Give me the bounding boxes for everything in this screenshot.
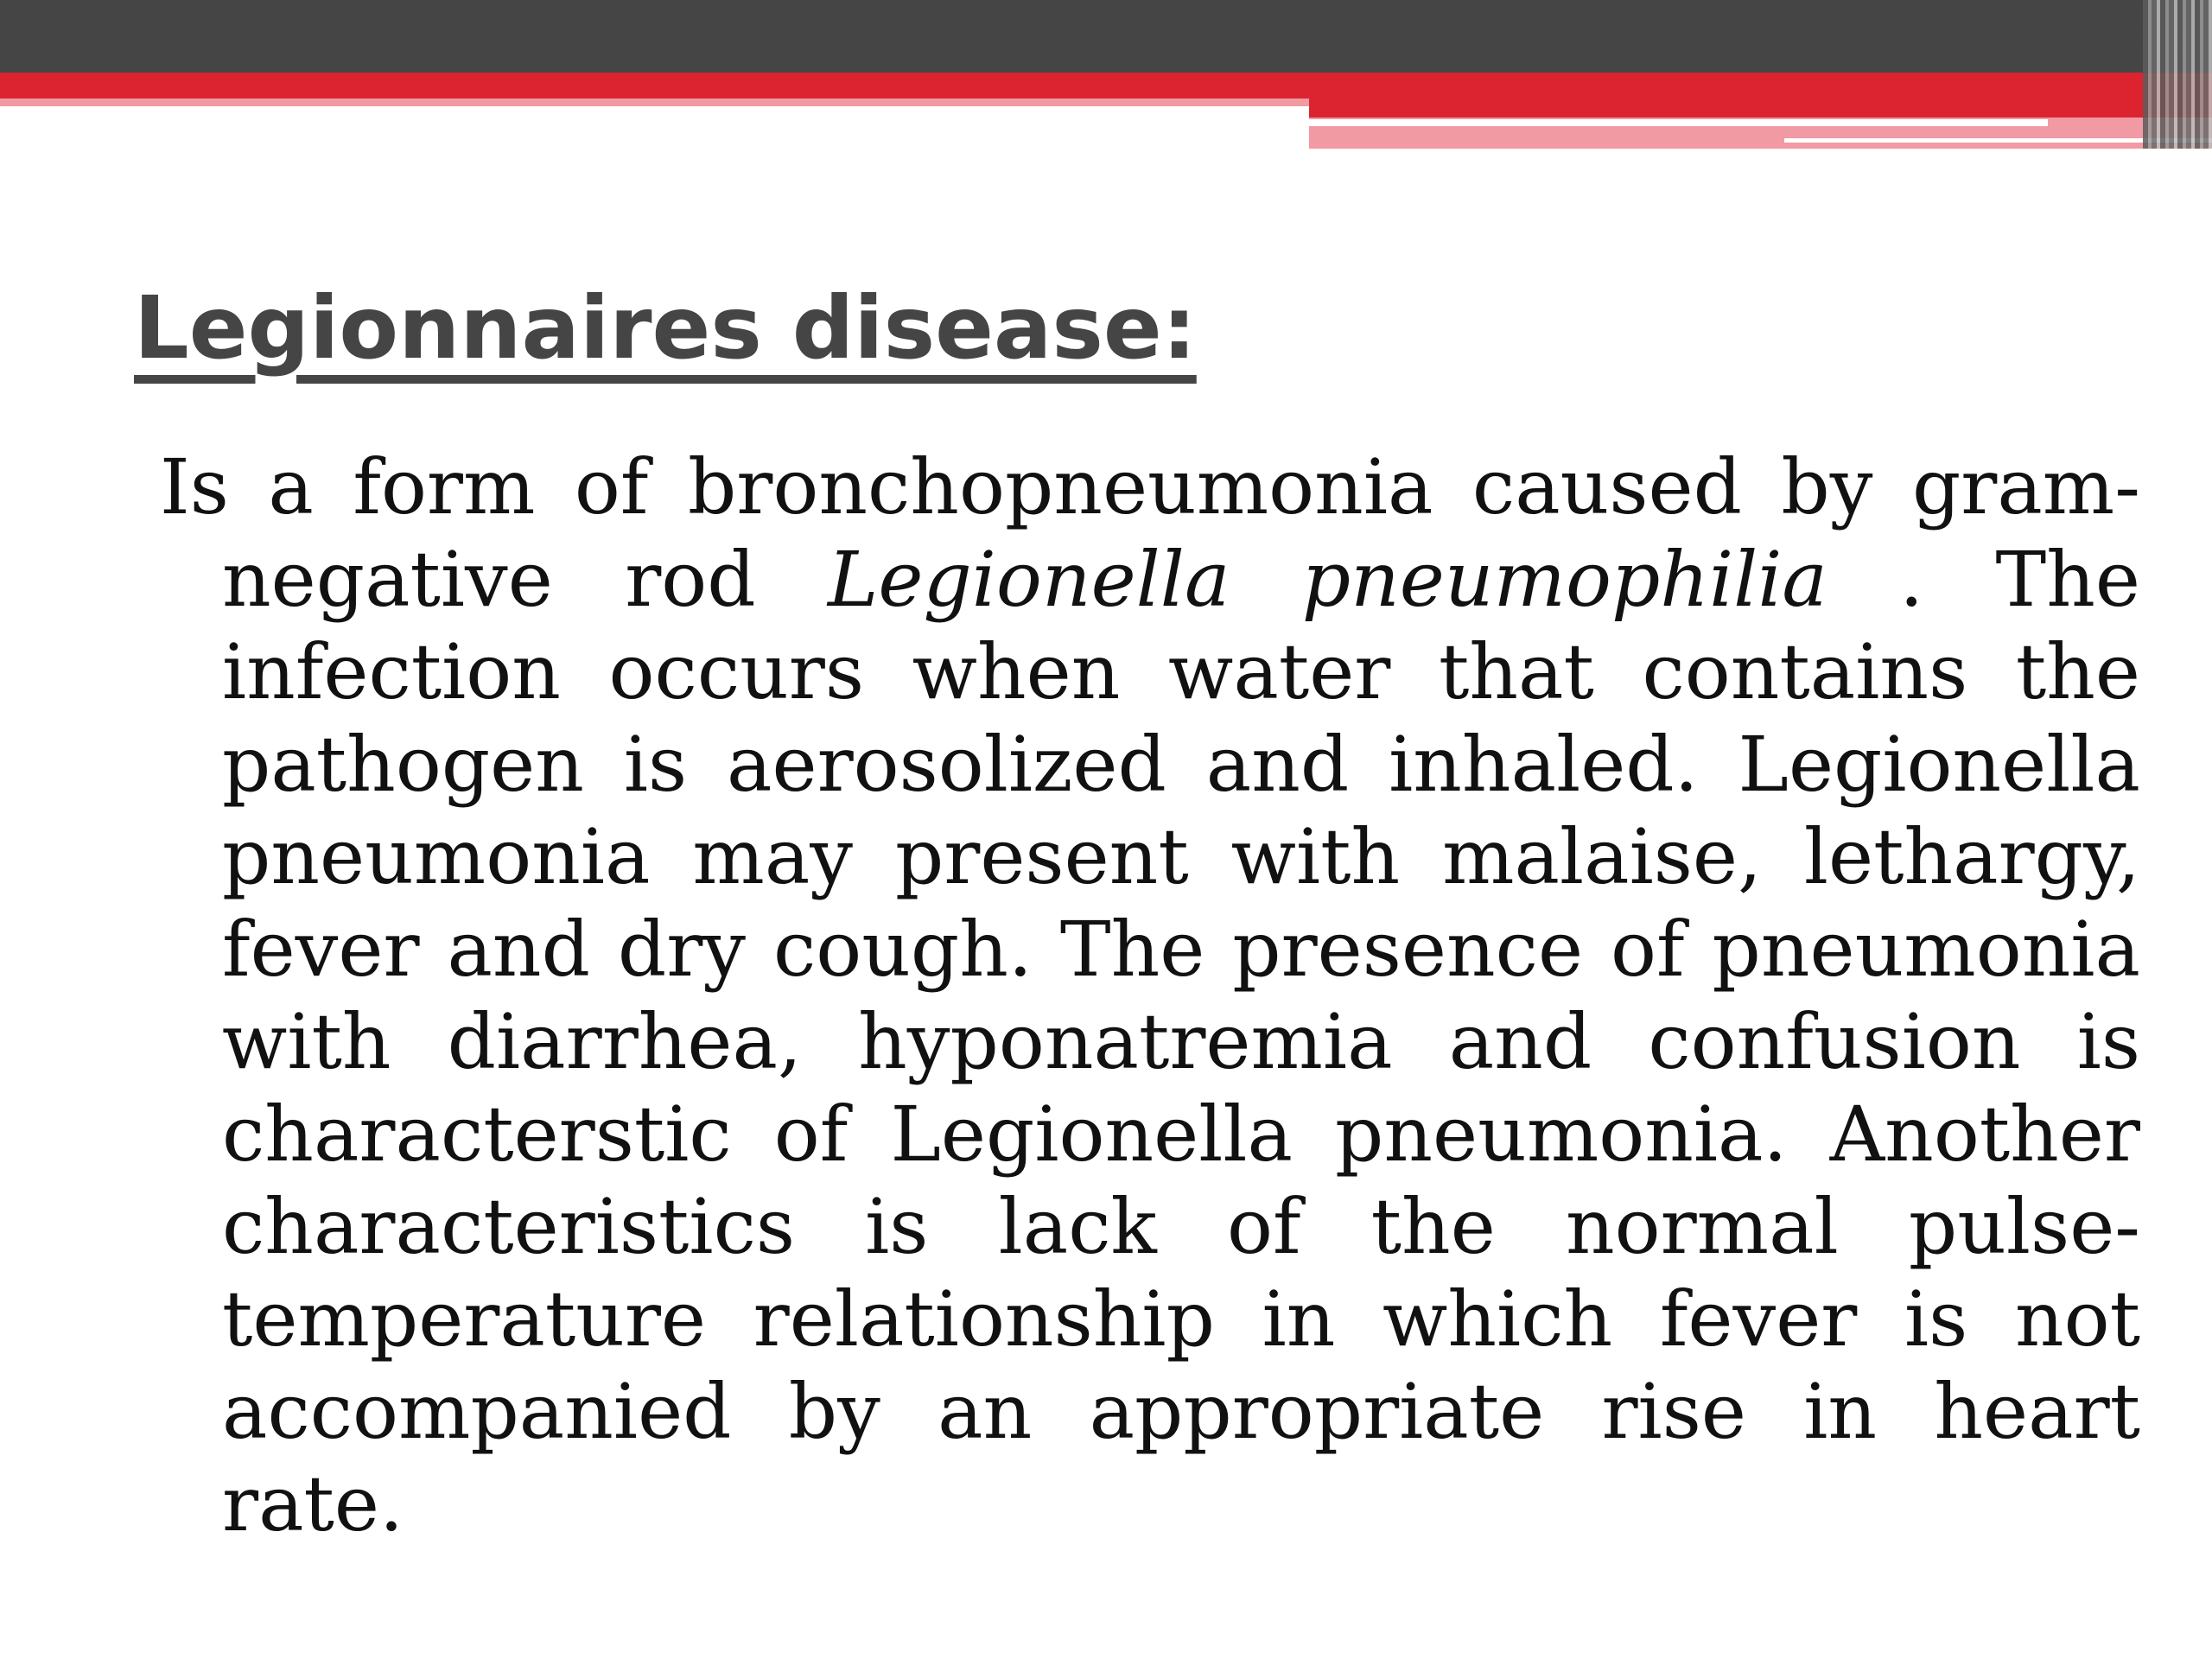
species-name: Legionella pneumophilia (827, 535, 1827, 624)
header-pink-strip (0, 99, 1309, 106)
slide-body-text (160, 441, 2140, 1550)
header-edge-stripes (2143, 0, 2212, 149)
header-red-extension (1309, 99, 2212, 118)
body-text-segment: . The infection occurs when water that contains the pathogen is aerosolized and inhaled. Legionella pneumonia may present with malaise, lethargy, fever and dry cough. The presence of pneumonia with diarrhea, hyponatremia and confusion is characterstic of Legionella pneumonia. Another characteristics is lack of the normal pulse-temperature relationship in which fever is not accompanied by an appropriate rise in heart rate. (222, 535, 2140, 1548)
header-white-line (1309, 119, 2048, 126)
header-dark-bar (0, 0, 2212, 73)
header-red-bar (0, 73, 2212, 99)
body-text-segment: Is a form of bronchopneumonia caused by gram-negative rod (160, 442, 2140, 624)
slide-title: Legionnaires disease: (134, 277, 1197, 378)
